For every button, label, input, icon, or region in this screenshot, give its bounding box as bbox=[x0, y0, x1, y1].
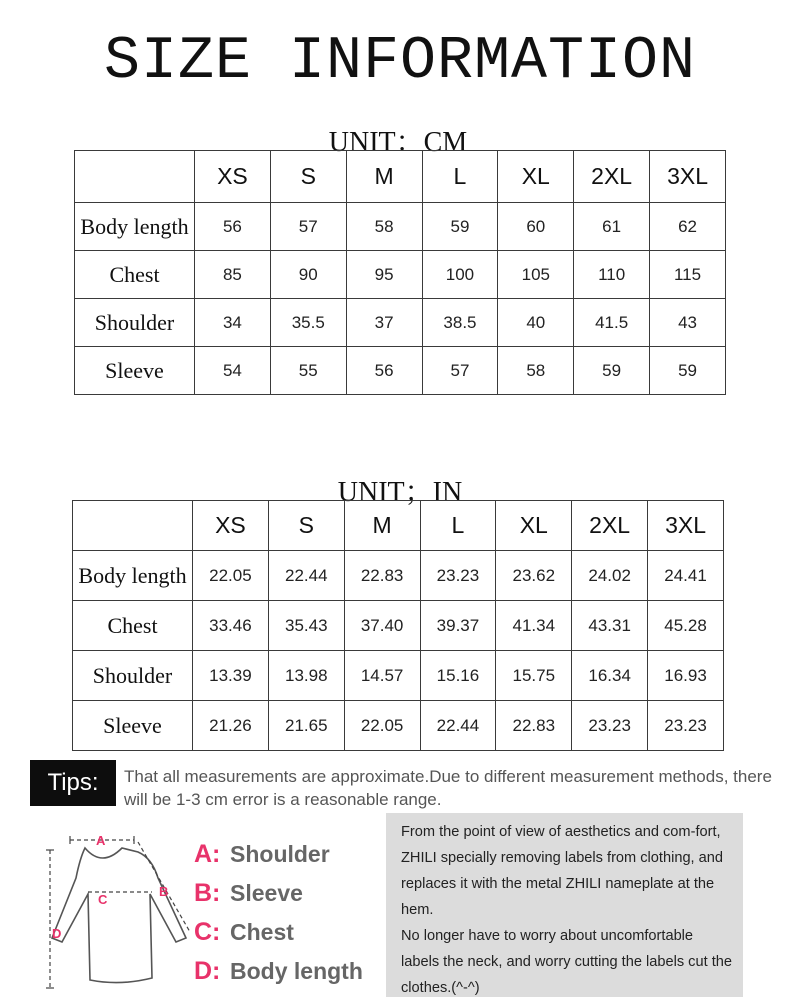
size-header-cell: S bbox=[270, 151, 346, 203]
measurement-cell: 24.41 bbox=[648, 551, 724, 601]
size-header-cell: 2XL bbox=[574, 151, 650, 203]
row-label: Shoulder bbox=[75, 299, 195, 347]
legend-item-shoulder bbox=[194, 840, 363, 879]
measurement-cell: 100 bbox=[422, 251, 498, 299]
row-label: Body length bbox=[73, 551, 193, 601]
page-title: SIZE INFORMATION bbox=[103, 28, 697, 96]
label-note-box bbox=[386, 813, 743, 997]
measurement-cell: 22.05 bbox=[344, 701, 420, 751]
table-row bbox=[73, 601, 724, 651]
measurement-cell: 62 bbox=[650, 203, 726, 251]
size-header-cell: M bbox=[344, 501, 420, 551]
legend-letter: A: bbox=[194, 840, 221, 868]
measurement-cell: 55 bbox=[270, 347, 346, 395]
row-label: Shoulder bbox=[73, 651, 193, 701]
table-row bbox=[75, 299, 726, 347]
measurement-cell: 35.5 bbox=[270, 299, 346, 347]
measurement-cell: 23.23 bbox=[420, 551, 496, 601]
measurement-cell: 57 bbox=[422, 347, 498, 395]
measurement-cell: 16.93 bbox=[648, 651, 724, 701]
measurement-cell: 40 bbox=[498, 299, 574, 347]
measurement-cell: 13.39 bbox=[193, 651, 269, 701]
legend-item-chest bbox=[194, 918, 363, 957]
measurement-cell: 45.28 bbox=[648, 601, 724, 651]
shirt-measurement-diagram bbox=[40, 828, 200, 996]
measurement-cell: 22.05 bbox=[193, 551, 269, 601]
measurement-cell: 23.23 bbox=[572, 701, 648, 751]
size-header-cell: L bbox=[420, 501, 496, 551]
row-label: Chest bbox=[73, 601, 193, 651]
table-row bbox=[73, 701, 724, 751]
size-header-cell: XL bbox=[498, 151, 574, 203]
note-paragraph: No longer have to worry about uncomfortable labels the neck, and worry cutting the labels cut the clothes.(^-^) bbox=[401, 928, 732, 996]
measurement-cell: 85 bbox=[195, 251, 271, 299]
measurement-cell: 24.02 bbox=[572, 551, 648, 601]
legend-label: Shoulder bbox=[230, 841, 330, 867]
row-label: Sleeve bbox=[73, 701, 193, 751]
table-row bbox=[75, 251, 726, 299]
measurement-cell: 13.98 bbox=[268, 651, 344, 701]
legend-letter: C: bbox=[194, 918, 221, 946]
measurement-cell: 43.31 bbox=[572, 601, 648, 651]
corner-cell bbox=[73, 501, 193, 551]
size-header-cell: 2XL bbox=[572, 501, 648, 551]
measurement-cell: 37 bbox=[346, 299, 422, 347]
size-table-cm bbox=[74, 150, 726, 395]
measurement-cell: 22.83 bbox=[496, 701, 572, 751]
marker-c: C bbox=[98, 892, 108, 907]
size-header-cell: XL bbox=[496, 501, 572, 551]
measurement-cell: 41.5 bbox=[574, 299, 650, 347]
row-label: Chest bbox=[75, 251, 195, 299]
measurement-cell: 59 bbox=[650, 347, 726, 395]
measurement-cell: 58 bbox=[346, 203, 422, 251]
measurement-cell: 21.26 bbox=[193, 701, 269, 751]
measurement-cell: 37.40 bbox=[344, 601, 420, 651]
legend-label: Body length bbox=[230, 958, 363, 984]
measurement-cell: 39.37 bbox=[420, 601, 496, 651]
size-header-cell: S bbox=[268, 501, 344, 551]
legend-label: Chest bbox=[230, 919, 294, 945]
row-label: Body length bbox=[75, 203, 195, 251]
measurement-cell: 35.43 bbox=[268, 601, 344, 651]
measurement-cell: 22.44 bbox=[420, 701, 496, 751]
measurement-cell: 54 bbox=[195, 347, 271, 395]
measurement-cell: 56 bbox=[346, 347, 422, 395]
measurement-cell: 56 bbox=[195, 203, 271, 251]
measurement-cell: 90 bbox=[270, 251, 346, 299]
measurement-cell: 110 bbox=[574, 251, 650, 299]
size-header-cell: 3XL bbox=[648, 501, 724, 551]
measurement-cell: 60 bbox=[498, 203, 574, 251]
measurement-cell: 14.57 bbox=[344, 651, 420, 701]
measurement-legend bbox=[194, 840, 363, 996]
measurement-cell: 21.65 bbox=[268, 701, 344, 751]
measurement-cell: 59 bbox=[574, 347, 650, 395]
size-header-cell: XS bbox=[193, 501, 269, 551]
measurement-cell: 15.75 bbox=[496, 651, 572, 701]
size-header-cell: 3XL bbox=[650, 151, 726, 203]
unit-in-heading: UNIT；IN bbox=[337, 477, 463, 508]
measurement-cell: 43 bbox=[650, 299, 726, 347]
table-row bbox=[73, 551, 724, 601]
measurement-cell: 23.62 bbox=[496, 551, 572, 601]
measurement-cell: 115 bbox=[650, 251, 726, 299]
legend-item-body-length bbox=[194, 957, 363, 996]
table-row bbox=[73, 651, 724, 701]
tips-badge: Tips: bbox=[30, 760, 116, 806]
measurement-cell: 38.5 bbox=[422, 299, 498, 347]
tips-text: That all measurements are approximate.Due to different measurement methods, there will be 1-3 cm error is a reasonable range. bbox=[124, 767, 772, 809]
legend-label: Sleeve bbox=[230, 880, 303, 906]
measurement-cell: 58 bbox=[498, 347, 574, 395]
measurement-cell: 15.16 bbox=[420, 651, 496, 701]
table-row bbox=[75, 203, 726, 251]
shirt-icon bbox=[40, 828, 200, 996]
size-header-cell: L bbox=[422, 151, 498, 203]
measurement-cell: 41.34 bbox=[496, 601, 572, 651]
measurement-cell: 105 bbox=[498, 251, 574, 299]
row-label: Sleeve bbox=[75, 347, 195, 395]
corner-cell bbox=[75, 151, 195, 203]
measurement-cell: 23.23 bbox=[648, 701, 724, 751]
size-header-row bbox=[75, 151, 726, 203]
measurement-cell: 59 bbox=[422, 203, 498, 251]
table-row bbox=[75, 347, 726, 395]
marker-d: D bbox=[52, 926, 62, 941]
measurement-cell: 95 bbox=[346, 251, 422, 299]
legend-letter: D: bbox=[194, 957, 221, 985]
measurement-cell: 34 bbox=[195, 299, 271, 347]
legend-letter: B: bbox=[194, 879, 221, 907]
size-header-cell: M bbox=[346, 151, 422, 203]
unit-cm-heading: UNIT：CM bbox=[328, 127, 468, 158]
legend-item-sleeve bbox=[194, 879, 363, 918]
measurement-cell: 33.46 bbox=[193, 601, 269, 651]
size-table-in bbox=[72, 500, 724, 751]
size-header-row bbox=[73, 501, 724, 551]
marker-a: A bbox=[96, 833, 106, 848]
measurement-cell: 61 bbox=[574, 203, 650, 251]
measurement-cell: 22.83 bbox=[344, 551, 420, 601]
measurement-cell: 57 bbox=[270, 203, 346, 251]
marker-b: B bbox=[159, 884, 169, 899]
size-header-cell: XS bbox=[195, 151, 271, 203]
measurement-cell: 22.44 bbox=[268, 551, 344, 601]
note-paragraph: From the point of view of aesthetics and com-fort, ZHILI specially removing labels from clothing, and replaces it with the metal ZHILI nameplate at the hem. bbox=[401, 824, 724, 918]
measurement-cell: 16.34 bbox=[572, 651, 648, 701]
